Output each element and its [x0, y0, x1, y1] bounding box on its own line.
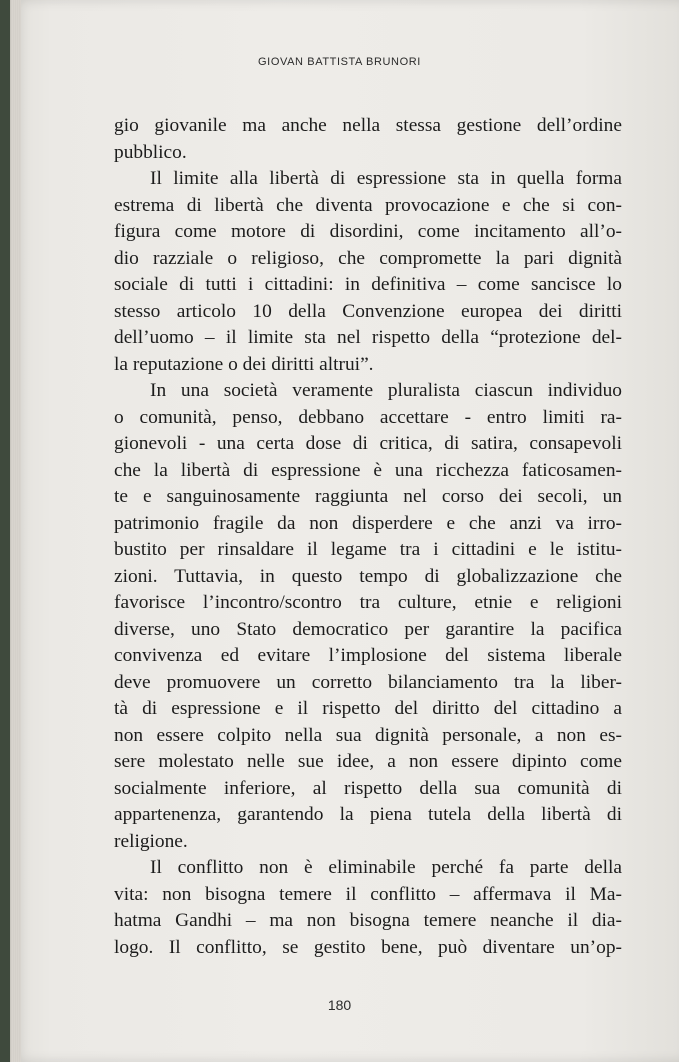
text-line: diverse, uno Stato democratico per garantire la pacifica	[114, 618, 622, 640]
text-line: convivenza ed evitare l’implosione del sistema liberale	[114, 645, 622, 666]
text-line: socialmente inferiore, al rispetto della sua comunità di	[114, 777, 622, 799]
text-line: estrema di libertà che diventa provocazione e che si con-	[114, 194, 622, 216]
text-line: Il limite alla libertà di espressione sta in quella forma	[150, 168, 622, 189]
text-line: gio giovanile ma anche nella stessa gestione dell’ordine	[114, 115, 622, 136]
text-line: bustito per rinsaldare il legame tra i cittadini e le istitu-	[114, 539, 622, 560]
body-text	[114, 113, 622, 961]
text-line: dio razziale o religioso, che compromette la pari dignità	[114, 247, 622, 269]
text-line: tà di espressione e il rispetto del diritto del cittadino a	[114, 698, 622, 719]
text-line: Il conflitto non è eliminabile perché fa parte della	[150, 857, 622, 878]
text-line: appartenenza, garantendo la piena tutela della libertà di	[114, 804, 622, 825]
text-line: In una società veramente pluralista ciascun individuo	[150, 380, 622, 401]
text-line: patrimonio fragile da non disperdere e che anzi va irro-	[114, 512, 622, 534]
text-line: favorisce l’incontro/scontro tra culture, etnie e religioni	[114, 592, 622, 613]
running-head: GIOVAN BATTISTA BRUNORI	[258, 56, 421, 68]
text-line: pubblico.	[114, 141, 187, 163]
text-line: non essere colpito nella sua dignità personale, a non es-	[114, 724, 622, 746]
paragraph	[114, 113, 622, 166]
text-line: hatma Gandhi – ma non bisogna temere neanche il dia-	[114, 910, 622, 931]
paragraph	[114, 855, 622, 961]
paragraph	[114, 378, 622, 855]
paragraph	[114, 166, 622, 378]
text-line: la reputazione o dei diritti altrui”.	[114, 353, 374, 375]
page-number: 180	[327, 997, 352, 1013]
text-line: figura come motore di disordini, come incitamento all’o-	[114, 221, 622, 242]
text-line: logo. Il conflitto, se gestito bene, può diventare un’op-	[114, 936, 622, 958]
page-edge-stack	[11, 0, 21, 1062]
text-line: religione.	[114, 830, 188, 852]
text-line: gionevoli - una certa dose di critica, di satira, consapevoli	[114, 433, 622, 454]
text-line: te e sanguinosamente raggiunta nel corso dei secoli, un	[114, 486, 622, 507]
text-line: zioni. Tuttavia, in questo tempo di globalizzazione che	[114, 565, 622, 587]
text-line: deve promuovere un corretto bilanciamento tra la liber-	[114, 671, 622, 693]
text-line: sere molestato nelle sue idee, a non essere dipinto come	[114, 751, 622, 772]
text-line: che la libertà di espressione è una ricchezza faticosamen-	[114, 459, 622, 481]
text-line: dell’uomo – il limite sta nel rispetto della “protezione del-	[114, 327, 622, 348]
text-line: stesso articolo 10 della Convenzione europea dei diritti	[114, 300, 622, 322]
text-line: vita: non bisogna temere il conflitto – affermava il Ma-	[114, 883, 622, 905]
text-line: sociale di tutti i cittadini: in definitiva – come sancisce lo	[114, 274, 622, 295]
text-line: o comunità, penso, debbano accettare - entro limiti ra-	[114, 406, 622, 428]
